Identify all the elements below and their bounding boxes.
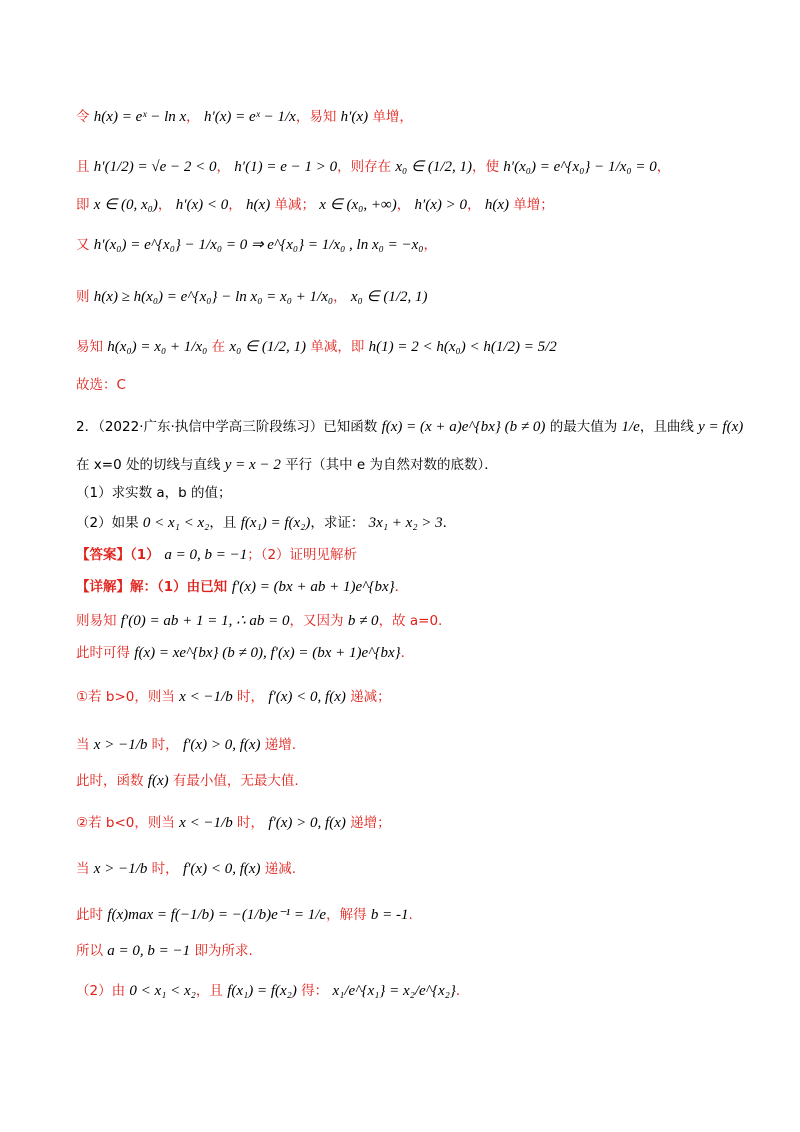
math-expression: f′(x) > 0, f(x): [182, 737, 261, 753]
text-segment: 所以: [76, 943, 108, 959]
text-segment: 递增.: [260, 737, 297, 753]
text-line: [76, 338, 557, 356]
text-segment: 得：: [296, 983, 333, 999]
text-segment: 在: [207, 339, 230, 355]
text-line: [76, 814, 391, 832]
text-segment: ；（2）证明见解析: [247, 547, 358, 563]
math-expression: h(x) ≥ h(x₀) = e^{x₀} − ln x₀ = x₀ + 1/x₀: [93, 289, 334, 305]
text-segment: ，: [157, 197, 176, 213]
math-expression: f(x)max = f(−1/b) = −(1/b)e⁻¹ = 1/e: [107, 907, 327, 923]
text-line: [76, 612, 442, 630]
text-segment: ，: [216, 159, 235, 175]
text-line: [76, 108, 413, 126]
text-segment: ①若 b>0，则当: [76, 689, 180, 705]
text-segment: ．: [442, 515, 457, 531]
text-line: [76, 736, 296, 754]
text-line: [76, 982, 469, 1000]
text-segment: ，: [186, 109, 204, 125]
math-expression: y = f(x): [698, 419, 744, 435]
text-segment: 递减.: [260, 861, 297, 877]
text-segment: 则: [76, 289, 94, 305]
text-segment: 且: [76, 159, 94, 175]
math-expression: f′(x) > 0, f(x): [268, 815, 346, 831]
math-expression: 0 < x₁ < x₂: [142, 515, 210, 531]
text-segment: 【详解】解：（1）由已知: [76, 579, 232, 595]
text-segment: （1）求实数 a，b 的值；: [76, 485, 232, 501]
math-expression: x > −1/b: [93, 737, 148, 753]
text-segment: ，: [396, 197, 415, 213]
text-segment: ．: [455, 983, 470, 999]
text-line: [76, 906, 413, 924]
math-expression: 3x₁ + x₂ > 3: [368, 515, 443, 531]
math-expression: 0 < x₁ < x₂: [129, 983, 196, 999]
math-expression: y = x − 2: [224, 457, 281, 473]
text-line: [76, 456, 498, 474]
text-segment: 当: [76, 861, 94, 877]
text-segment: ，易知: [295, 109, 341, 125]
math-expression: f(x₁) = f(x₂): [227, 983, 297, 999]
math-expression: f′(x) < 0, f(x): [268, 689, 346, 705]
text-segment: 故选：C: [76, 377, 126, 393]
text-segment: 时，: [147, 861, 183, 877]
text-segment: ，解得: [326, 907, 371, 923]
text-segment: 平行（其中 e 为自然对数的底数）．: [280, 457, 498, 473]
math-expression: h(x₀) = x₀ + 1/x₀: [107, 339, 208, 355]
text-segment: 即: [76, 197, 94, 213]
text-line: [76, 860, 296, 878]
math-expression: f′(x) = (bx + ab + 1)e^{bx}: [231, 579, 395, 595]
text-line: [76, 196, 554, 214]
text-segment: 当: [76, 737, 94, 753]
text-segment: ，又因为: [289, 613, 348, 629]
text-segment: 易知: [76, 339, 108, 355]
text-line: [76, 546, 357, 564]
text-segment: 有最小值，无最大值.: [168, 773, 299, 789]
text-segment: ，: [467, 197, 485, 213]
math-expression: f(x) = (x + a)e^{bx} (b ≠ 0): [381, 419, 546, 435]
math-expression: x ∈ (0, x₀): [93, 197, 158, 213]
text-segment: ，: [656, 159, 671, 175]
text-segment: ②若 b<0，则当: [76, 815, 180, 831]
math-expression: b = -1: [370, 907, 409, 923]
math-expression: a = 0, b = −1: [164, 547, 248, 563]
math-expression: h′(x): [340, 109, 369, 125]
text-segment: 此时可得: [76, 645, 135, 661]
text-segment: ，则存在: [337, 159, 396, 175]
text-segment: 单减；: [270, 197, 320, 213]
math-expression: f(x₁) = f(x₂): [240, 515, 311, 531]
text-segment: ，且: [195, 983, 228, 999]
text-segment: 令: [76, 109, 94, 125]
math-expression: h(x): [484, 197, 510, 213]
text-line: [76, 772, 299, 790]
math-expression: x₁/e^{x₁} = x₂/e^{x₂}: [332, 983, 456, 999]
math-expression: f′(0) = ab + 1 = 1, ∴ ab = 0: [120, 613, 290, 629]
text-segment: 又: [76, 237, 94, 253]
text-segment: 此时: [76, 907, 108, 923]
text-segment: ，且曲线: [639, 419, 699, 435]
text-segment: 单增；: [509, 197, 554, 213]
text-segment: 此时，函数: [76, 773, 148, 789]
text-segment: 时，: [147, 737, 183, 753]
math-expression: x₀ ∈ (1/2, 1): [229, 339, 307, 355]
text-line: [76, 578, 408, 596]
math-expression: a = 0, b = −1: [107, 943, 191, 959]
math-expression: f(x): [147, 773, 169, 789]
text-segment: ，求证：: [310, 515, 369, 531]
math-expression: h′(x) = eˣ − 1/x: [203, 109, 296, 125]
math-expression: f′(x) < 0, f(x): [182, 861, 261, 877]
text-segment: 则易知: [76, 613, 121, 629]
math-expression: 1/e: [621, 419, 640, 435]
math-expression: h′(x) > 0: [414, 197, 468, 213]
text-line: [76, 644, 414, 662]
text-segment: ，使: [472, 159, 504, 175]
text-line: [76, 376, 126, 394]
math-expression: b ≠ 0: [347, 613, 379, 629]
text-segment: ．: [400, 645, 415, 661]
text-line: [76, 158, 670, 176]
text-segment: ，: [423, 237, 437, 253]
text-line: [76, 418, 743, 436]
text-segment: ．: [394, 579, 409, 595]
math-expression: x > −1/b: [93, 861, 148, 877]
text-segment: 递减；: [345, 689, 391, 705]
text-line: [76, 288, 428, 306]
text-segment: 在 x=0 处的切线与直线: [76, 457, 225, 473]
text-segment: 的最大值为: [545, 419, 622, 435]
text-segment: ，故 a=0.: [378, 613, 443, 629]
text-segment: ，: [333, 289, 351, 305]
text-segment: 递增；: [345, 815, 391, 831]
text-segment: 即为所求.: [190, 943, 253, 959]
text-segment: ，且: [209, 515, 241, 531]
text-segment: ，: [228, 197, 247, 213]
text-line: [76, 514, 456, 532]
math-expression: f(x) = xe^{bx} (b ≠ 0), f′(x) = (bx + 1)e^{bx}: [134, 645, 401, 661]
math-expression: x < −1/b: [179, 689, 233, 705]
text-segment: 时，: [232, 689, 269, 705]
math-expression: x₀ ∈ (1/2, 1): [350, 289, 428, 305]
text-segment: 单减，即: [306, 339, 369, 355]
math-expression: h′(x₀) = e^{x₀} − 1/x₀ = 0: [503, 159, 657, 175]
math-expression: h(1) = 2 < h(x₀) < h(1/2) = 5/2: [368, 339, 557, 355]
math-expression: h(x): [246, 197, 271, 213]
math-expression: h′(1/2) = √e − 2 < 0: [93, 159, 217, 175]
text-line: [76, 688, 391, 706]
text-segment: （2）如果: [76, 515, 143, 531]
text-segment: 【答案】（1）: [76, 547, 165, 563]
text-line: [76, 942, 253, 960]
text-line: [76, 484, 232, 502]
text-segment: .: [408, 907, 413, 923]
math-expression: h′(1) = e − 1 > 0: [234, 159, 338, 175]
text-segment: 单增，: [368, 109, 413, 125]
math-expression: x₀ ∈ (1/2, 1): [395, 159, 472, 175]
math-expression: h(x) = eˣ − ln x: [93, 109, 187, 125]
math-expression: h′(x) < 0: [175, 197, 229, 213]
math-expression: h′(x₀) = e^{x₀} − 1/x₀ = 0 ⇒ e^{x₀} = 1/x₀ , ln x₀ = −x₀: [93, 237, 424, 253]
text-segment: 2．（2022·广东·执信中学高三阶段练习）已知函数: [76, 419, 382, 435]
math-expression: x < −1/b: [179, 815, 233, 831]
text-segment: （2）由: [76, 983, 130, 999]
text-segment: 时，: [232, 815, 269, 831]
math-expression: x ∈ (x₀, +∞): [319, 197, 397, 213]
text-line: [76, 236, 437, 254]
